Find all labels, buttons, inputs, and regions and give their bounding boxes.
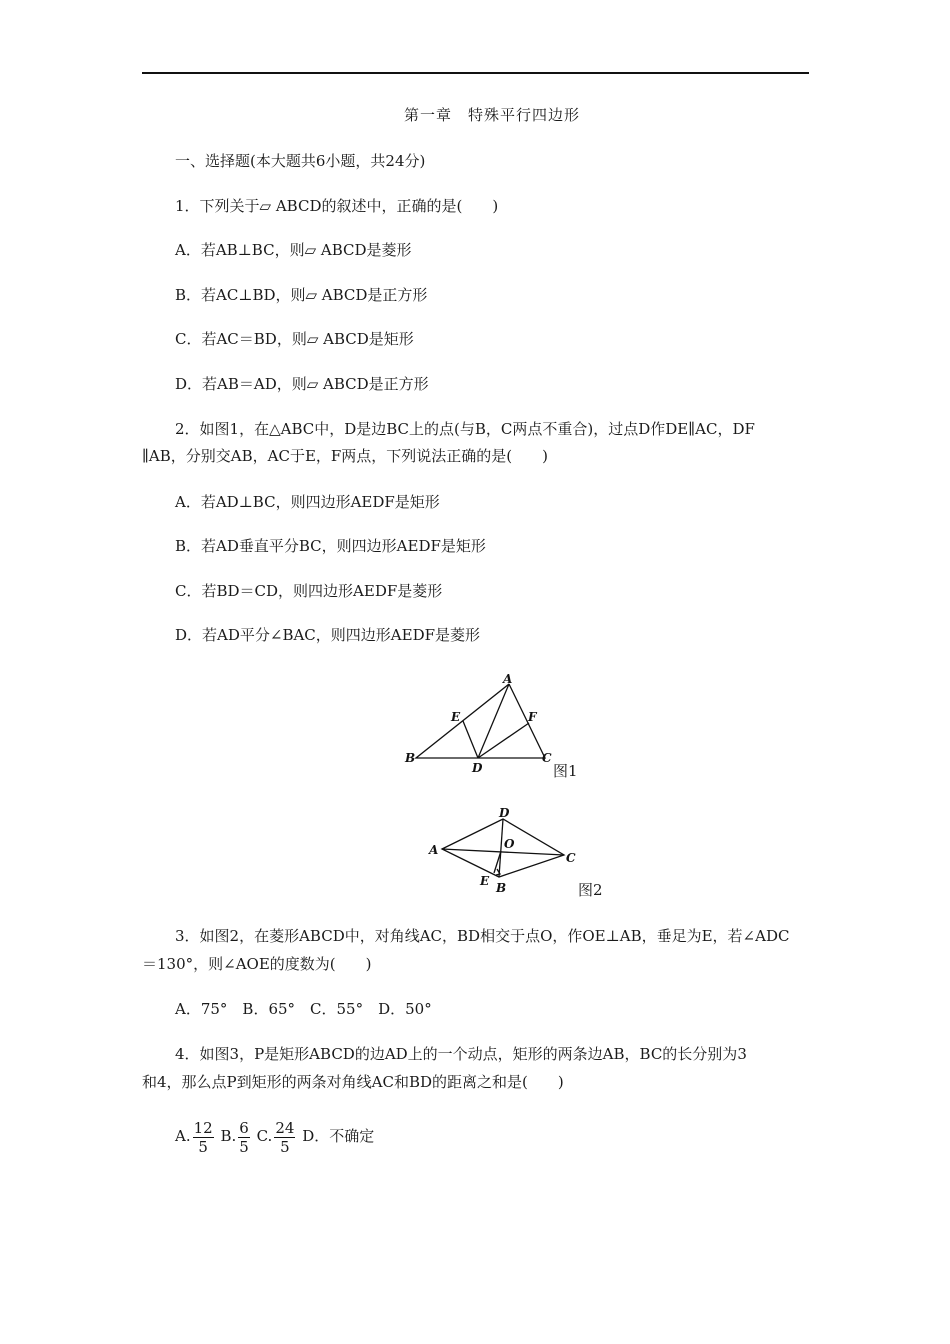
figure-1-triangle-diagram — [400, 670, 560, 778]
question-1-stem: 1．下列关于▱ ABCD的叙述中，正确的是( ) — [175, 197, 499, 215]
fig2-label-o: O — [504, 837, 515, 851]
question-1-option-d: D．若AB＝AD，则▱ ABCD是正方形 — [175, 375, 429, 393]
fig2-label-c: C — [566, 851, 576, 865]
question-1-option-c: C．若AC＝BD，则▱ ABCD是矩形 — [175, 330, 414, 348]
q4-option-c-label: C. — [256, 1127, 273, 1145]
q4-option-c-numerator: 24 — [275, 1118, 295, 1137]
q4-option-a-fraction — [193, 1119, 214, 1156]
question-4-stem-line2: 和4，那么点P到矩形的两条对角线AC和BD的距离之和是( ) — [142, 1073, 564, 1091]
question-4-options — [175, 1116, 374, 1156]
question-1-option-a: A．若AB⊥BC，则▱ ABCD是菱形 — [175, 241, 412, 259]
question-2-stem-line1: 2．如图1，在△ABC中，D是边BC上的点(与B，C两点不重合)，过点D作DE∥AC，DF — [175, 420, 755, 438]
fig2-diagonal-bd — [499, 819, 503, 877]
fig1-label-d: D — [472, 761, 483, 775]
fig2-label-d: D — [499, 806, 510, 820]
question-2-option-b: B．若AD垂直平分BC，则四边形AEDF是矩形 — [175, 537, 486, 555]
q4-option-b-denominator: 5 — [239, 1137, 249, 1156]
q4-option-d: D．不确定 — [302, 1127, 375, 1145]
q4-option-b-label: B. — [220, 1127, 237, 1145]
fig1-label-f: F — [528, 710, 537, 724]
question-2-option-a: A．若AD⊥BC，则四边形AEDF是矩形 — [175, 493, 440, 511]
question-4-stem-line1: 4．如图3，P是矩形ABCD的边AD上的一个动点，矩形的两条边AB，BC的长分别为3 — [175, 1045, 747, 1063]
question-3-stem-line1: 3．如图2，在菱形ABCD中，对角线AC，BD相交于点O，作OE⊥AB，垂足为E，若∠ADC — [175, 927, 790, 945]
chapter-title: 第一章 特殊平行四边形 — [403, 106, 580, 124]
fig2-label-e: E — [480, 874, 490, 888]
q4-option-a-label: A. — [175, 1127, 191, 1145]
q4-option-b-numerator: 6 — [239, 1118, 249, 1137]
fig2-label-a: A — [429, 843, 439, 857]
fig2-label-b: B — [496, 881, 507, 895]
fig2-diagonal-ac — [442, 849, 564, 855]
question-3-stem-line2: ＝130°，则∠AOE的度数为( ) — [142, 955, 372, 973]
fig1-triangle-abc — [416, 684, 545, 758]
question-1-option-b: B．若AC⊥BD，则▱ ABCD是正方形 — [175, 286, 428, 304]
question-2-stem-line2: ∥AB，分别交AB，AC于E，F两点，下列说法正确的是( ) — [142, 447, 549, 465]
fig1-label-a: A — [503, 672, 513, 686]
q4-option-c-denominator: 5 — [280, 1137, 290, 1156]
figure-1-caption: 图1 — [553, 762, 578, 780]
q4-option-a-numerator: 12 — [193, 1118, 213, 1137]
q4-option-b-fraction — [238, 1119, 250, 1156]
fig1-label-b: B — [405, 751, 416, 765]
fig1-label-c: C — [542, 751, 552, 765]
question-2-option-c: C．若BD＝CD，则四边形AEDF是菱形 — [175, 582, 443, 600]
fig1-label-e: E — [451, 710, 461, 724]
figure-2-caption: 图2 — [578, 881, 603, 899]
section-heading: 一、选择题(本大题共6小题，共24分) — [175, 152, 426, 170]
question-3-options: A．75° B．65° C．55° D．50° — [175, 1000, 432, 1018]
figure-2-rhombus-diagram — [420, 803, 590, 895]
q4-option-c-fraction — [274, 1119, 295, 1156]
fig1-segment-de — [463, 721, 478, 758]
q4-option-a-denominator: 5 — [198, 1137, 208, 1156]
header-rule — [142, 72, 809, 74]
question-2-option-d: D．若AD平分∠BAC，则四边形AEDF是菱形 — [175, 626, 481, 644]
